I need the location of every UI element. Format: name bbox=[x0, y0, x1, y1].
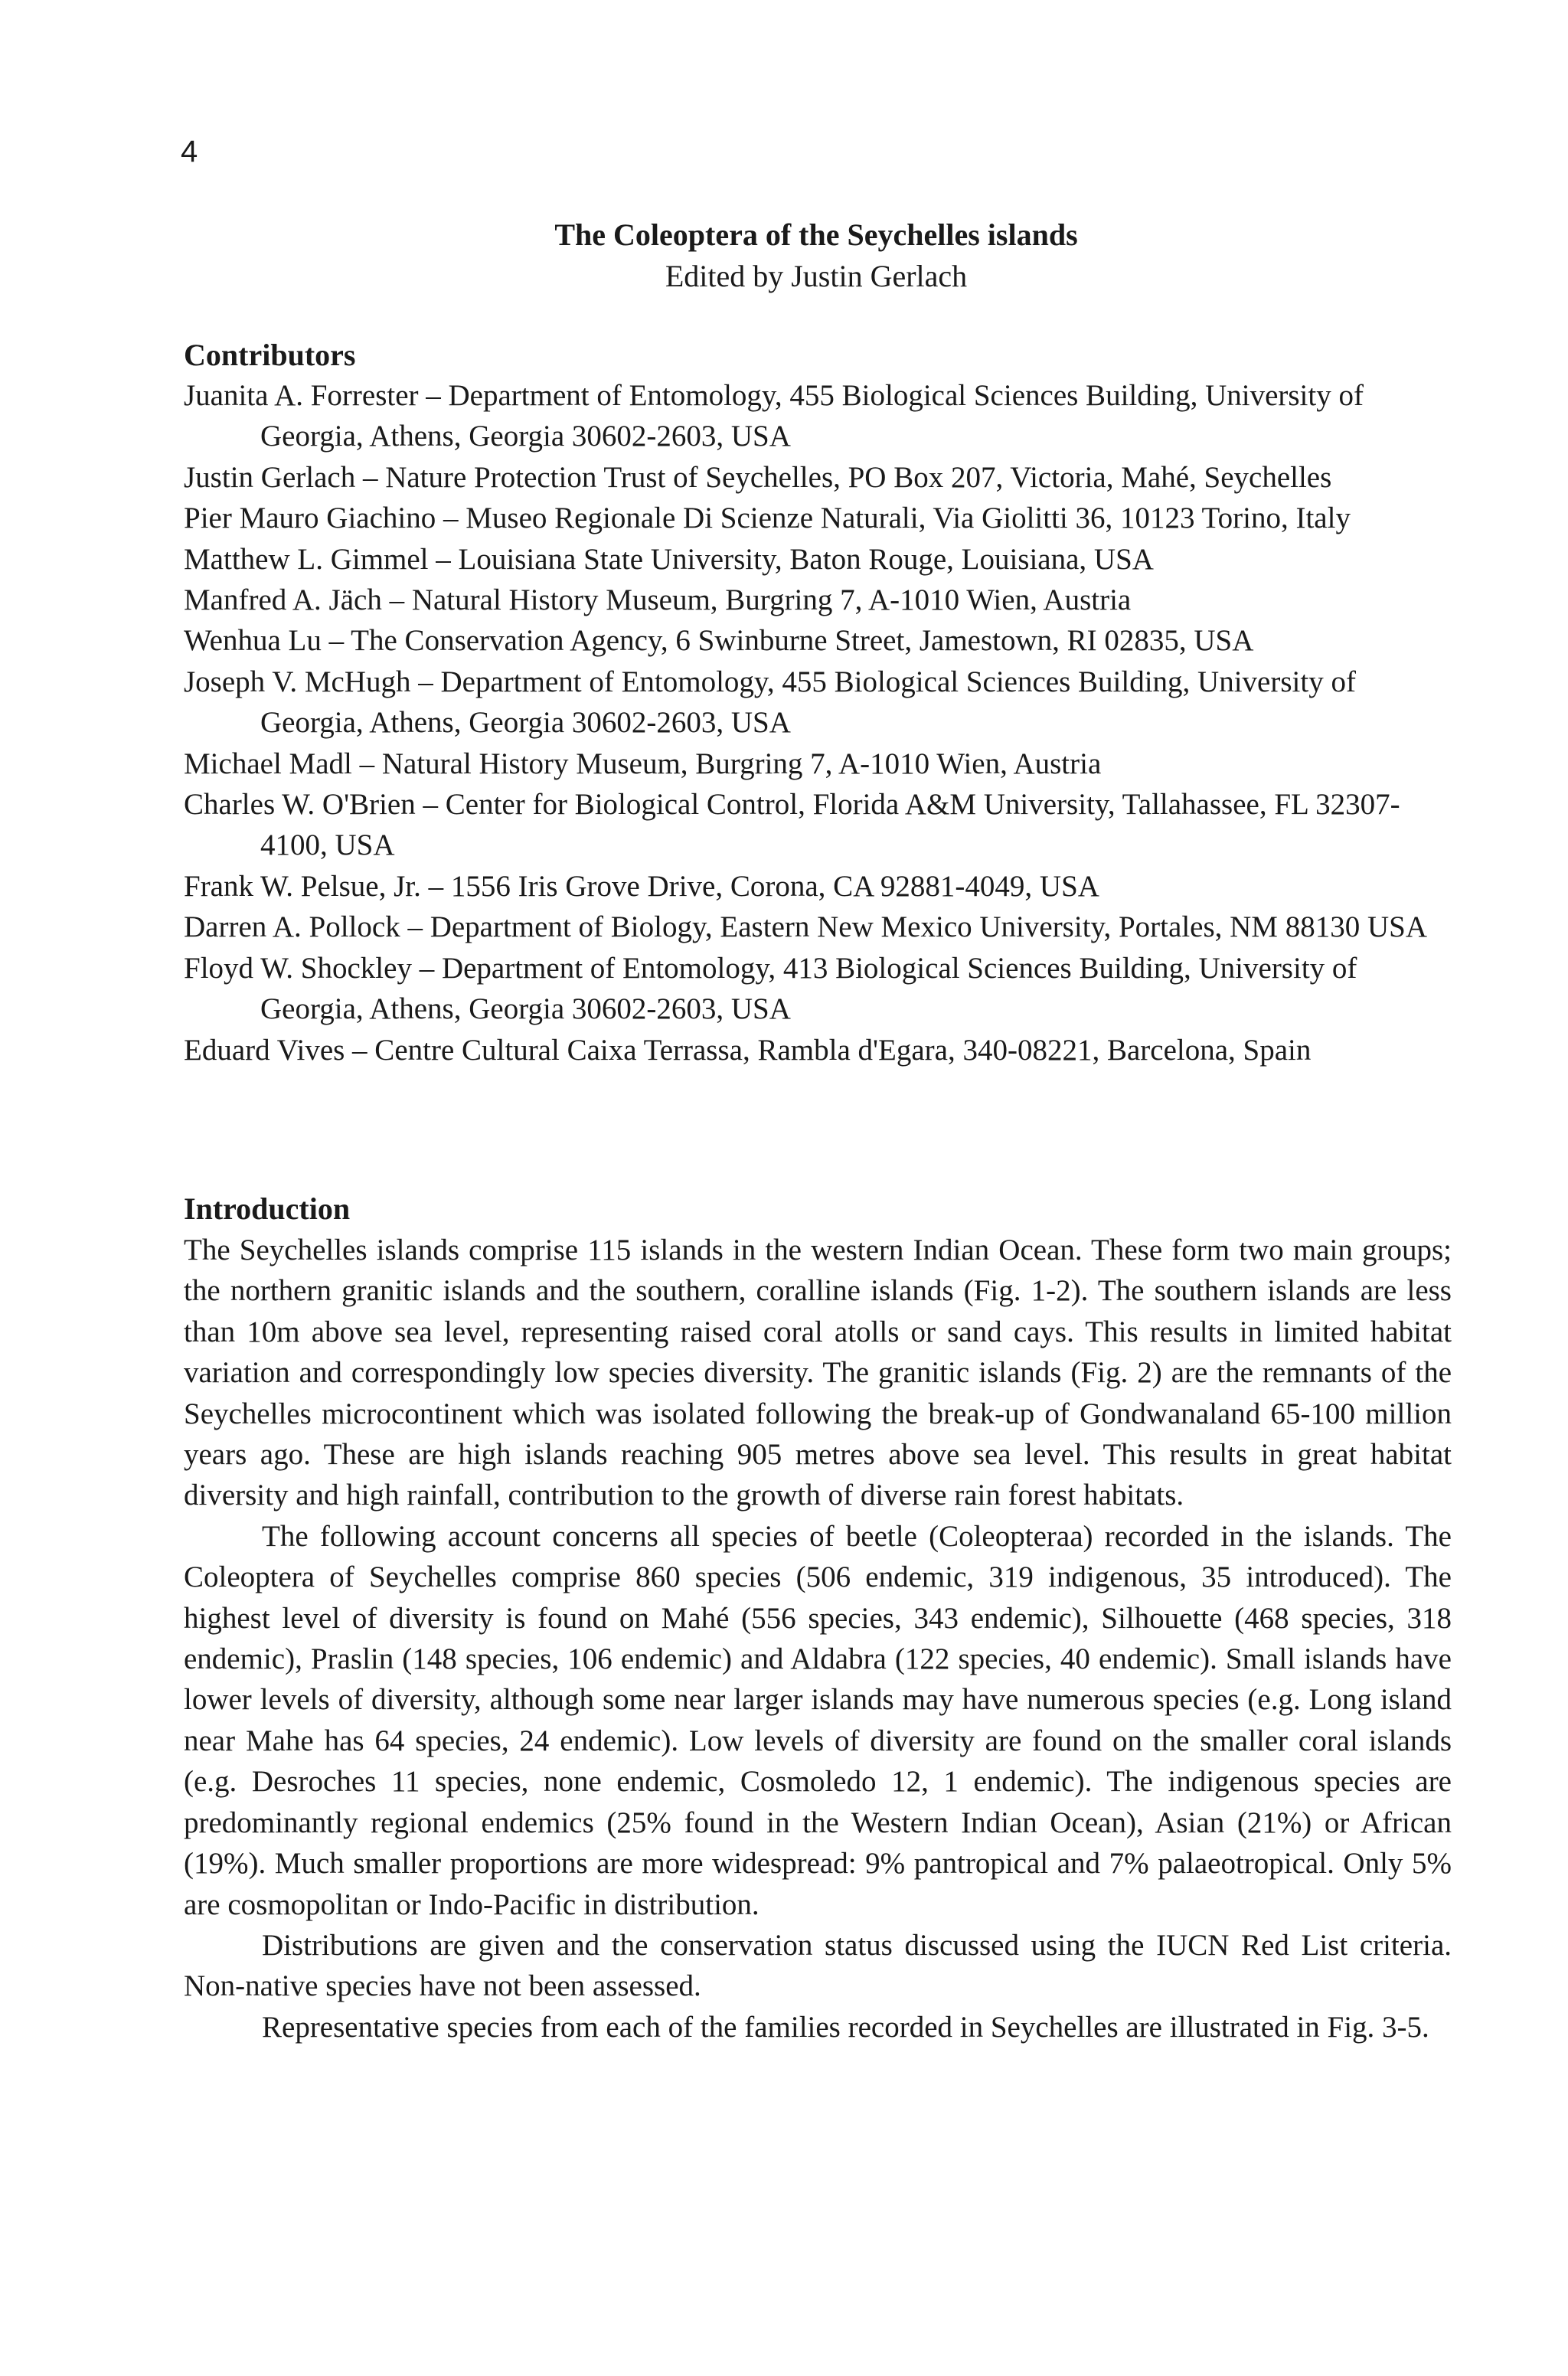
contributors-heading: Contributors bbox=[184, 338, 356, 372]
intro-paragraph: The Seychelles islands comprise 115 islands in the western Indian Ocean. These form two main groups; the northern granitic islands and the southern, coralline islands (Fig. 1-2). The southern islands are less than 10m above sea level, representing raised coral atolls or sand cays. This results in limited habitat variation and correspondingly low species diversity. The granitic islands (Fig. 2) are the remnants of the Seychelles microcontinent which was isolated following the break-up of Gondwanaland 65-100 million years ago. These are high islands reaching 905 metres above sea level. This results in great habitat diversity and high rainfall, contribution to the growth of diverse rain forest habitats. bbox=[184, 1234, 1452, 1512]
contributor-entry: Manfred A. Jäch – Natural History Museum, Burgring 7, A-1010 Wien, Austria bbox=[184, 583, 1132, 617]
page-number: 4 bbox=[181, 135, 198, 168]
intro-paragraph: Distributions are given and the conservation status discussed using the IUCN Red List criteria. Non-native species have not been assessed. bbox=[184, 1928, 1452, 2003]
contributor-entry: Justin Gerlach – Nature Protection Trust of Seychelles, PO Box 207, Victoria, Mahé, Seychelles bbox=[184, 460, 1332, 494]
contributor-entry: Wenhua Lu – The Conservation Agency, 6 Swinburne Street, Jamestown, RI 02835, USA bbox=[184, 624, 1254, 658]
contributor-entry: Frank W. Pelsue, Jr. – 1556 Iris Grove Drive, Corona, CA 92881-4049, USA bbox=[184, 869, 1099, 903]
intro-paragraph: Representative species from each of the families recorded in Seychelles are illustrated in Fig. 3-5. bbox=[262, 2010, 1429, 2044]
introduction-heading: Introduction bbox=[184, 1191, 351, 1226]
intro-paragraph: The following account concerns all species of beetle (Coleopteraa) recorded in the islands. The Coleoptera of Seychelles comprise 860 species (506 endemic, 319 indigenous, 35 introduced). The highest level of diversity is found on Mahé (556 species, 343 endemic), Silhouette (468 species, 318 endemic), Praslin (148 species, 106 endemic) and Aldabra (122 species, 40 endemic). Small islands have lower levels of diversity, although some near larger islands may have numerous species (e.g. Long island near Mahe has 64 species, 24 endemic). Low levels of diversity are found on the smaller coral islands (e.g. Desroches 11 species, none endemic, Cosmoledo 12, 1 endemic). The indigenous species are predominantly regional endemics (25% found in the Western Indian Ocean), Asian (21%) or African (19%). Much smaller proportions are more widespread: 9% pantropical and 7% palaeotropical. Only 5% are cosmopolitan or Indo-Pacific in distribution. bbox=[184, 1519, 1452, 1921]
contributor-entry: Eduard Vives – Centre Cultural Caixa Terrassa, Rambla d'Egara, 340-08221, Barcelona, Spain bbox=[184, 1033, 1312, 1067]
chapter-editor: Edited by Justin Gerlach bbox=[665, 259, 968, 293]
contributors-list bbox=[184, 375, 1452, 1070]
contributor-entry: Juanita A. Forrester – Department of Entomology, 455 Biological Sciences Building, University of Georgia, Athens, Georgia 30602-2603, USA bbox=[184, 379, 1364, 453]
contributor-entry: Michael Madl – Natural History Museum, Burgring 7, A-1010 Wien, Austria bbox=[184, 747, 1102, 780]
contributor-entry: Pier Mauro Giachino – Museo Regionale Di Scienze Naturali, Via Giolitti 36, 10123 Torino, Italy bbox=[184, 502, 1351, 535]
title-block bbox=[181, 214, 1452, 297]
contributor-entry: Joseph V. McHugh – Department of Entomology, 455 Biological Sciences Building, University of Georgia, Athens, Georgia 30602-2603, USA bbox=[184, 665, 1356, 740]
contributor-entry: Floyd W. Shockley – Department of Entomology, 413 Biological Sciences Building, University of Georgia, Athens, Georgia 30602-2603, USA bbox=[184, 951, 1357, 1026]
contributor-entry: Charles W. O'Brien – Center for Biological Control, Florida A&M University, Tallahassee, FL 32307-4100, USA bbox=[184, 788, 1400, 862]
introduction-body bbox=[184, 1230, 1452, 2048]
chapter-title: The Coleoptera of the Seychelles islands bbox=[554, 217, 1078, 252]
contributor-entry: Matthew L. Gimmel – Louisiana State University, Baton Rouge, Louisiana, USA bbox=[184, 542, 1154, 576]
contributor-entry: Darren A. Pollock – Department of Biology, Eastern New Mexico University, Portales, NM 88130 USA bbox=[184, 910, 1428, 944]
